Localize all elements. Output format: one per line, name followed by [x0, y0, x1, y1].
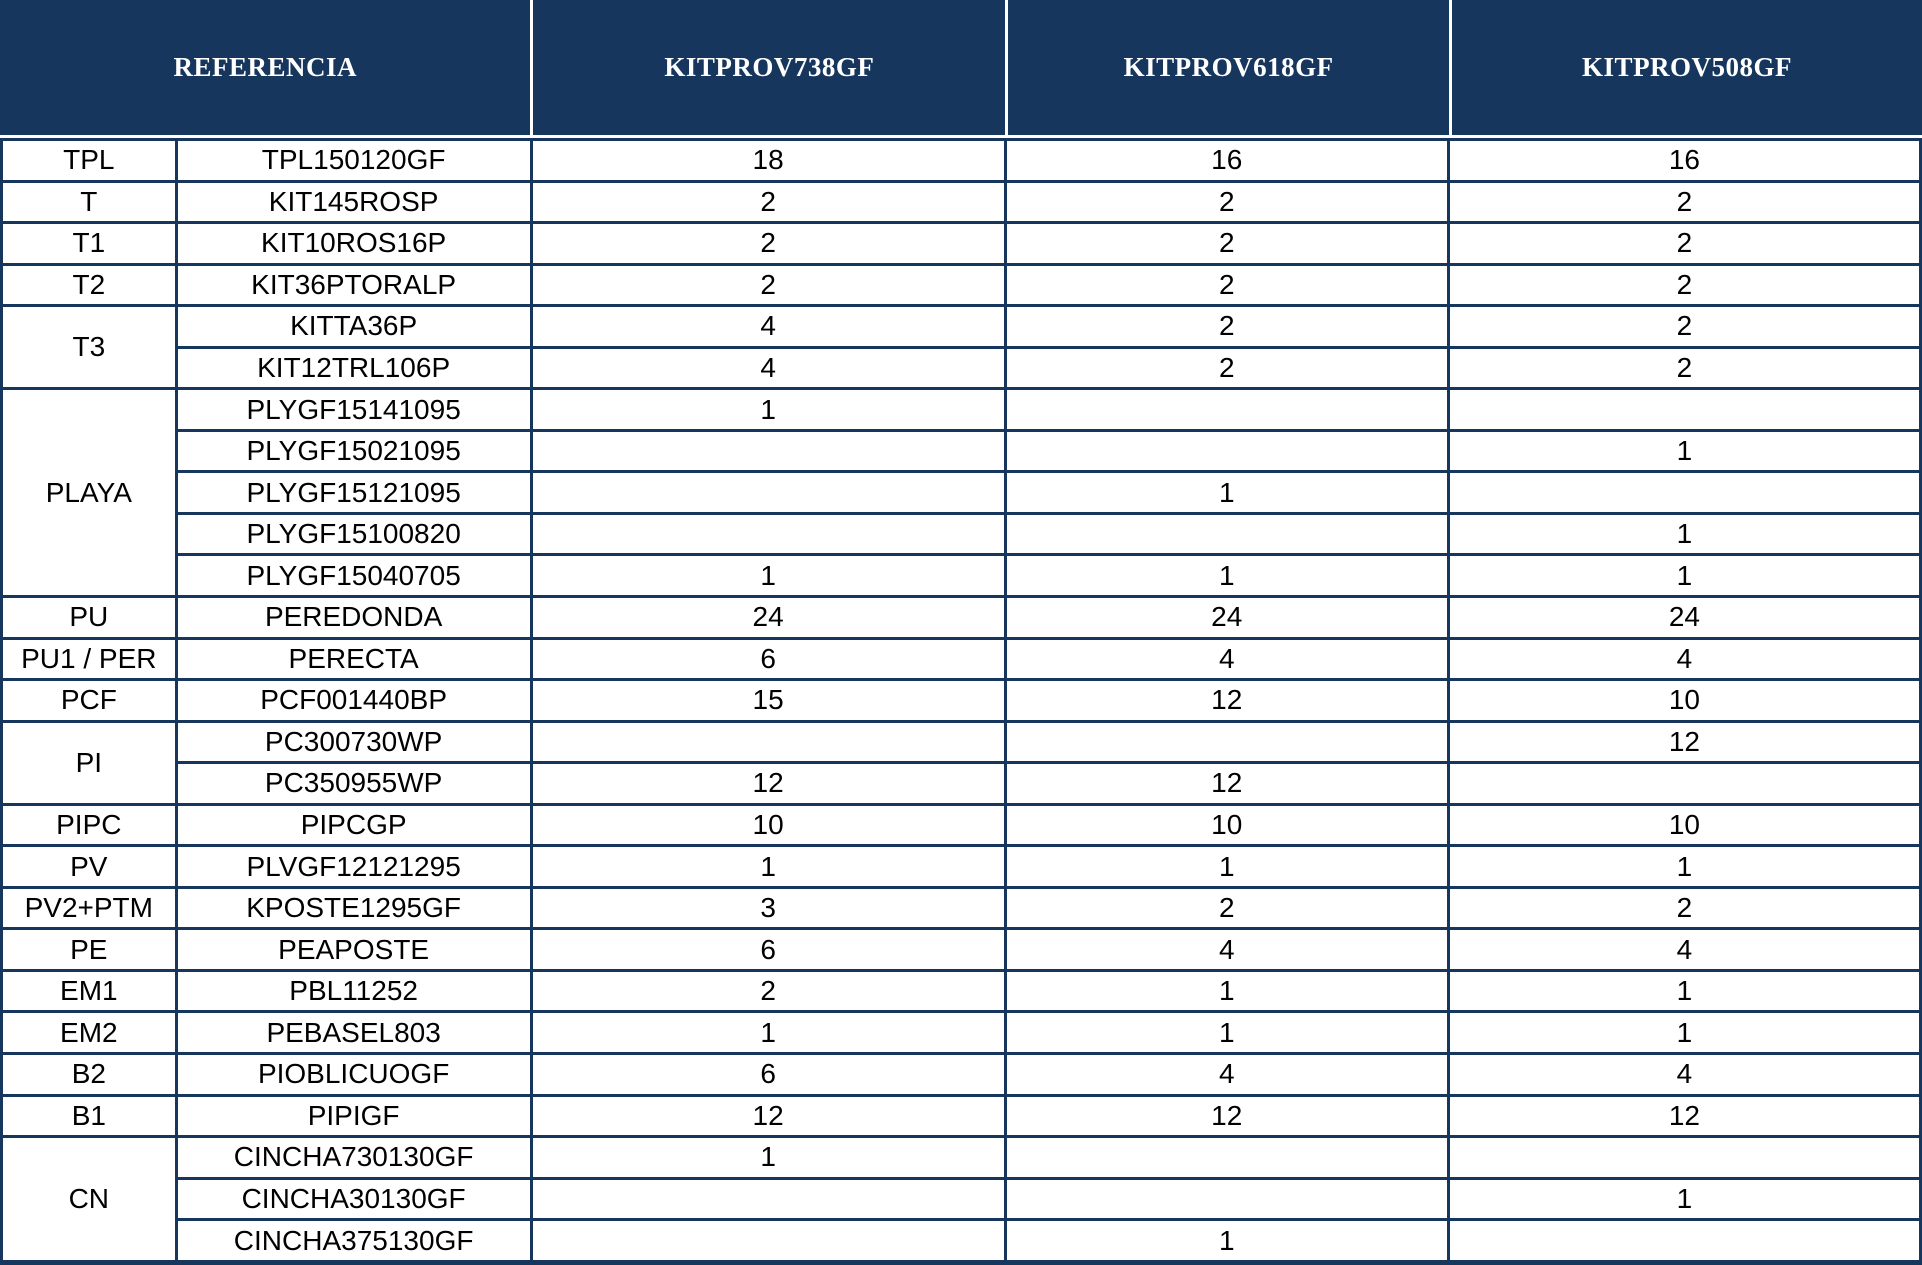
quantity-cell — [1448, 763, 1920, 805]
quantity-cell: 2 — [531, 181, 1005, 223]
reference-cell: PEBASEL803 — [176, 1012, 531, 1054]
group-code-cell: CN — [2, 1137, 177, 1263]
quantity-cell: 2 — [531, 223, 1005, 265]
reference-cell: CINCHA730130GF — [176, 1137, 531, 1179]
quantity-cell: 4 — [1005, 1054, 1448, 1096]
quantity-cell — [1448, 1137, 1920, 1179]
reference-cell: KIT10ROS16P — [176, 223, 531, 265]
reference-cell: CINCHA30130GF — [176, 1178, 531, 1220]
quantity-cell — [1005, 389, 1448, 431]
header-kitprov618gf: KITPROV618GF — [1005, 0, 1449, 135]
quantity-cell: 10 — [1005, 804, 1448, 846]
quantity-cell — [1005, 1178, 1448, 1220]
quantity-cell: 15 — [531, 680, 1005, 722]
quantity-cell — [531, 721, 1005, 763]
table-body — [0, 138, 1922, 1265]
quantity-cell: 16 — [1448, 140, 1920, 182]
quantity-cell — [1005, 1137, 1448, 1179]
quantity-cell: 6 — [531, 929, 1005, 971]
table-row — [2, 389, 1921, 431]
reference-cell: KIT12TRL106P — [176, 347, 531, 389]
quantity-cell: 4 — [1005, 929, 1448, 971]
reference-cell: PEREDONDA — [176, 597, 531, 639]
group-code-cell: EM2 — [2, 1012, 177, 1054]
group-code-cell: PU1 / PER — [2, 638, 177, 680]
quantity-cell — [1005, 513, 1448, 555]
quantity-cell: 1 — [1448, 430, 1920, 472]
reference-cell: KPOSTE1295GF — [176, 887, 531, 929]
quantity-cell: 1 — [1448, 846, 1920, 888]
quantity-cell: 1 — [1448, 1178, 1920, 1220]
quantity-cell: 2 — [1448, 181, 1920, 223]
quantity-cell: 4 — [531, 347, 1005, 389]
quantity-cell: 12 — [1005, 680, 1448, 722]
reference-cell: PERECTA — [176, 638, 531, 680]
quantity-cell — [531, 1178, 1005, 1220]
reference-cell: PLYGF15141095 — [176, 389, 531, 431]
quantity-cell — [1005, 721, 1448, 763]
reference-cell: PC300730WP — [176, 721, 531, 763]
quantity-cell: 10 — [1448, 680, 1920, 722]
group-code-cell: PV — [2, 846, 177, 888]
quantity-cell: 1 — [1005, 555, 1448, 597]
reference-cell: PLYGF15021095 — [176, 430, 531, 472]
quantity-cell: 12 — [531, 763, 1005, 805]
table-row — [2, 680, 1921, 722]
quantity-cell: 1 — [1448, 513, 1920, 555]
quantity-cell: 16 — [1005, 140, 1448, 182]
quantity-cell: 12 — [1005, 763, 1448, 805]
quantity-cell — [1448, 389, 1920, 431]
reference-cell: PLVGF12121295 — [176, 846, 531, 888]
group-code-cell: T3 — [2, 306, 177, 389]
quantity-cell: 4 — [1448, 1054, 1920, 1096]
quantity-cell: 4 — [531, 306, 1005, 348]
quantity-cell: 1 — [531, 389, 1005, 431]
quantity-cell: 2 — [1448, 223, 1920, 265]
quantity-cell: 6 — [531, 1054, 1005, 1096]
reference-cell: TPL150120GF — [176, 140, 531, 182]
table-row — [2, 472, 1921, 514]
quantity-cell: 10 — [531, 804, 1005, 846]
table-row — [2, 1012, 1921, 1054]
quantity-cell — [1448, 1220, 1920, 1263]
table-row — [2, 887, 1921, 929]
table-row — [2, 929, 1921, 971]
table-row — [2, 970, 1921, 1012]
group-code-cell: T — [2, 181, 177, 223]
reference-cell: PLYGF15100820 — [176, 513, 531, 555]
header-referencia: REFERENCIA — [173, 52, 357, 82]
table-header-row — [0, 0, 1922, 135]
table-row — [2, 1137, 1921, 1179]
quantity-cell: 1 — [1005, 1012, 1448, 1054]
quantity-cell: 1 — [1005, 1220, 1448, 1263]
quantity-cell: 2 — [1005, 223, 1448, 265]
table-row — [2, 555, 1921, 597]
table-row — [2, 597, 1921, 639]
table-row — [2, 1054, 1921, 1096]
quantity-cell: 2 — [1448, 347, 1920, 389]
reference-cell: PIPIGF — [176, 1095, 531, 1137]
reference-cell: CINCHA375130GF — [176, 1220, 531, 1263]
quantity-cell: 1 — [1005, 970, 1448, 1012]
quantity-cell: 2 — [531, 264, 1005, 306]
quantity-cell: 1 — [1448, 555, 1920, 597]
quantity-cell: 12 — [531, 1095, 1005, 1137]
quantity-cell: 10 — [1448, 804, 1920, 846]
quantity-cell: 2 — [1448, 887, 1920, 929]
quantity-cell — [1448, 472, 1920, 514]
table-row — [2, 638, 1921, 680]
quantity-cell: 1 — [531, 555, 1005, 597]
quantity-cell: 1 — [531, 846, 1005, 888]
table-row — [2, 223, 1921, 265]
reference-cell: PIOBLICUOGF — [176, 1054, 531, 1096]
table-row — [2, 804, 1921, 846]
group-code-cell: PCF — [2, 680, 177, 722]
quantity-cell: 24 — [1005, 597, 1448, 639]
quantity-cell: 2 — [1448, 264, 1920, 306]
table-row — [2, 430, 1921, 472]
table-row — [2, 846, 1921, 888]
table-row — [2, 763, 1921, 805]
reference-cell: PEAPOSTE — [176, 929, 531, 971]
group-code-cell: T2 — [2, 264, 177, 306]
reference-cell: KITTA36P — [176, 306, 531, 348]
quantity-cell — [1005, 430, 1448, 472]
table-row — [2, 1178, 1921, 1220]
quantity-cell: 6 — [531, 638, 1005, 680]
table-row — [2, 306, 1921, 348]
group-code-cell: TPL — [2, 140, 177, 182]
group-code-cell: T1 — [2, 223, 177, 265]
header-kitprov738gf: KITPROV738GF — [530, 0, 1005, 135]
quantity-cell: 1 — [1005, 846, 1448, 888]
reference-cell: KIT145ROSP — [176, 181, 531, 223]
quantity-cell: 24 — [1448, 597, 1920, 639]
quantity-cell: 1 — [531, 1012, 1005, 1054]
quantity-cell: 2 — [1005, 181, 1448, 223]
reference-cell: KIT36PTORALP — [176, 264, 531, 306]
quantity-cell: 18 — [531, 140, 1005, 182]
quantity-cell: 2 — [1448, 306, 1920, 348]
quantity-cell: 1 — [1448, 1012, 1920, 1054]
quantity-cell: 2 — [1005, 306, 1448, 348]
table-row — [2, 1095, 1921, 1137]
quantity-cell: 1 — [1448, 970, 1920, 1012]
quantity-cell — [531, 1220, 1005, 1263]
table-row — [2, 513, 1921, 555]
group-code-cell: B2 — [2, 1054, 177, 1096]
quantity-cell: 1 — [531, 1137, 1005, 1179]
quantity-cell: 2 — [1005, 264, 1448, 306]
group-code-cell: EM1 — [2, 970, 177, 1012]
quantity-cell: 2 — [1005, 347, 1448, 389]
table-row — [2, 721, 1921, 763]
group-code-cell: PE — [2, 929, 177, 971]
group-code-cell: PV2+PTM — [2, 887, 177, 929]
table-row — [2, 140, 1921, 182]
quantity-cell: 2 — [1005, 887, 1448, 929]
quantity-cell: 3 — [531, 887, 1005, 929]
reference-cell: PLYGF15040705 — [176, 555, 531, 597]
quantity-cell: 4 — [1448, 929, 1920, 971]
quantity-cell: 4 — [1448, 638, 1920, 680]
reference-cell: PLYGF15121095 — [176, 472, 531, 514]
table-row — [2, 264, 1921, 306]
table-row — [2, 181, 1921, 223]
reference-cell: PIPCGP — [176, 804, 531, 846]
reference-cell: PCF001440BP — [176, 680, 531, 722]
group-code-cell: PLAYA — [2, 389, 177, 597]
group-code-cell: PU — [2, 597, 177, 639]
reference-cell: PC350955WP — [176, 763, 531, 805]
quantity-cell: 12 — [1005, 1095, 1448, 1137]
quantity-cell: 12 — [1448, 1095, 1920, 1137]
quantity-cell — [531, 513, 1005, 555]
table-row — [2, 1220, 1921, 1263]
quantity-cell — [531, 472, 1005, 514]
table-row — [2, 347, 1921, 389]
header-kitprov508gf: KITPROV508GF — [1449, 0, 1922, 135]
quantity-cell: 12 — [1448, 721, 1920, 763]
quantity-cell: 2 — [531, 970, 1005, 1012]
group-code-cell: B1 — [2, 1095, 177, 1137]
group-code-cell: PI — [2, 721, 177, 804]
quantity-cell: 1 — [1005, 472, 1448, 514]
quantity-cell: 4 — [1005, 638, 1448, 680]
quantity-cell — [531, 430, 1005, 472]
reference-cell: PBL11252 — [176, 970, 531, 1012]
quantity-cell: 24 — [531, 597, 1005, 639]
group-code-cell: PIPC — [2, 804, 177, 846]
